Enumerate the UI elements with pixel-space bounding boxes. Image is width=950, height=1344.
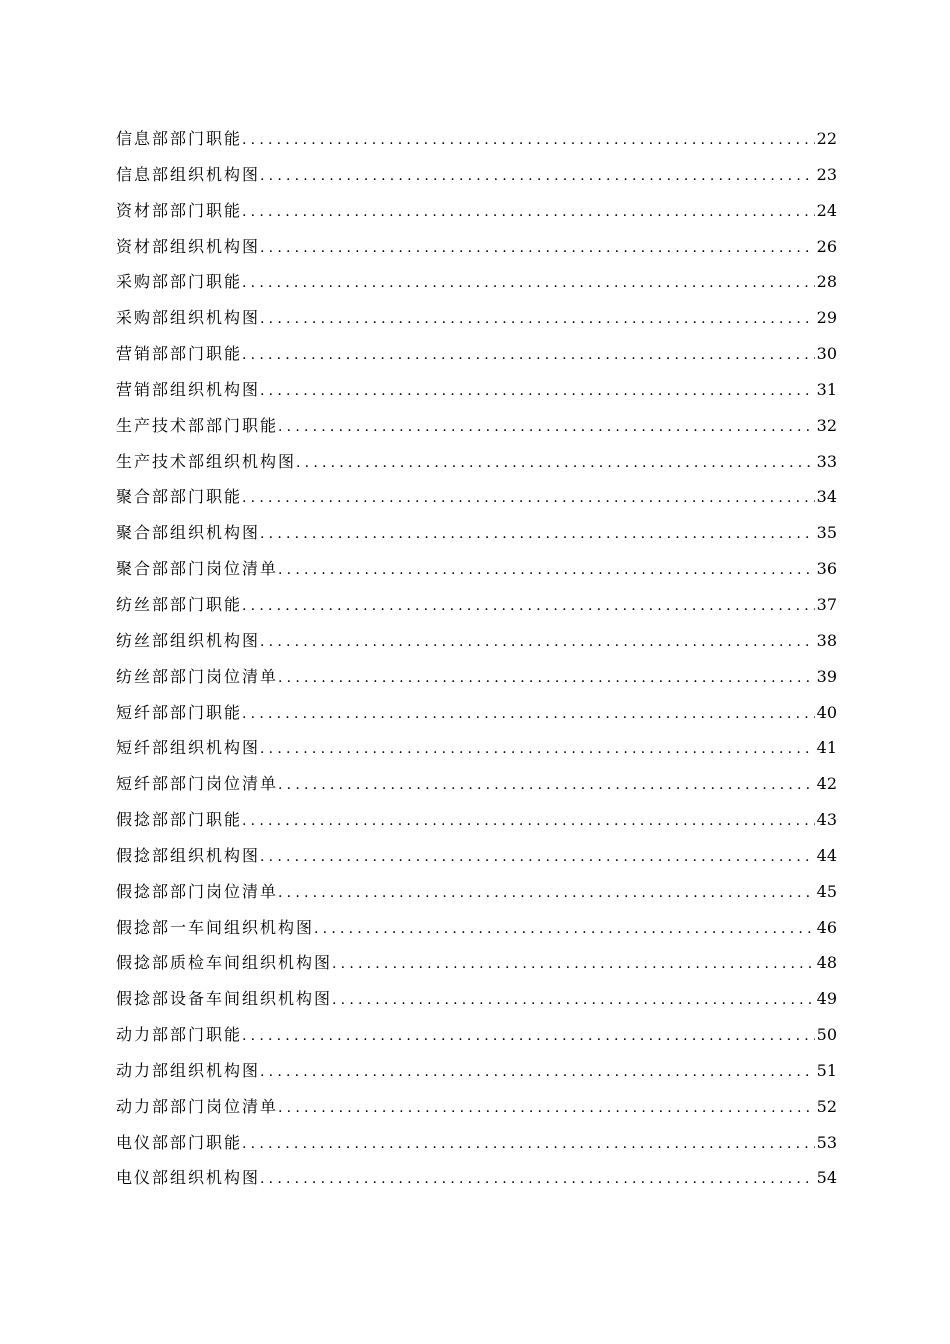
toc-entry-page-number: 41 [816, 738, 837, 758]
toc-entry-page-number: 38 [816, 630, 837, 650]
toc-entry-page-number: 48 [816, 953, 837, 973]
toc-dot-leader [332, 983, 815, 1019]
toc-entry-title: 信息部组织机构图 [116, 164, 261, 184]
toc-entry[interactable] [116, 838, 837, 874]
toc-entry-page-number: 28 [816, 272, 837, 292]
toc-entry[interactable] [116, 874, 837, 910]
toc-entry-title: 假捻部组织机构图 [116, 845, 261, 865]
toc-entry[interactable] [116, 766, 837, 802]
toc-entry-title: 电仪部组织机构图 [116, 1168, 261, 1188]
toc-entry-page-number: 49 [816, 989, 837, 1009]
toc-entry-title: 营销部部门职能 [116, 344, 243, 364]
toc-entry[interactable] [116, 515, 837, 551]
toc-entry[interactable] [116, 623, 837, 659]
toc-dot-leader [242, 195, 815, 231]
toc-dot-leader [260, 840, 815, 876]
toc-entry-page-number: 22 [816, 129, 837, 148]
toc-entry-page-number: 34 [816, 487, 837, 507]
toc-dot-leader [332, 947, 815, 983]
toc-entry[interactable] [116, 802, 837, 838]
toc-dot-leader [260, 517, 815, 553]
toc-entry-page-number: 45 [816, 881, 837, 901]
toc-entry-page-number: 24 [816, 200, 837, 220]
toc-dot-leader [242, 589, 815, 625]
toc-dot-leader [260, 1055, 815, 1091]
toc-entry-title: 信息部部门职能 [116, 129, 243, 148]
toc-entry[interactable] [116, 910, 837, 946]
toc-entry-title: 假捻部一车间组织机构图 [116, 917, 315, 937]
toc-entry-title: 假捻部部门职能 [116, 810, 243, 830]
toc-entry-page-number: 37 [816, 594, 837, 614]
toc-entry[interactable] [116, 659, 837, 695]
toc-entry[interactable] [116, 229, 837, 265]
toc-dot-leader [242, 266, 815, 302]
toc-entry-title: 动力部组织机构图 [116, 1060, 261, 1080]
toc-dot-leader [242, 804, 815, 840]
toc-entry-page-number: 35 [816, 523, 837, 543]
toc-dot-leader [260, 302, 815, 338]
toc-entry-title: 生产技术部组织机构图 [116, 451, 297, 471]
toc-entry-title: 假捻部质检车间组织机构图 [116, 953, 333, 973]
toc-dot-leader [278, 768, 815, 804]
toc-entry[interactable] [116, 695, 837, 731]
toc-entry[interactable] [116, 1089, 837, 1125]
toc-entry[interactable] [116, 1160, 837, 1196]
toc-dot-leader [242, 697, 815, 733]
toc-entry-title: 资材部组织机构图 [116, 236, 261, 256]
toc-entry-page-number: 54 [816, 1168, 837, 1188]
toc-entry-title: 采购部组织机构图 [116, 308, 261, 328]
toc-dot-leader [242, 1019, 815, 1055]
toc-entry[interactable] [116, 336, 837, 372]
toc-entry-page-number: 53 [816, 1132, 837, 1152]
toc-dot-leader [260, 1162, 815, 1198]
toc-entry-title: 营销部组织机构图 [116, 379, 261, 399]
toc-entry-page-number: 23 [816, 164, 837, 184]
toc-entry-page-number: 39 [816, 666, 837, 686]
toc-entry-title: 纺丝部部门岗位清单 [116, 666, 279, 686]
toc-dot-leader [278, 1091, 815, 1127]
toc-entry[interactable] [116, 730, 837, 766]
toc-entry[interactable] [116, 1125, 837, 1161]
toc-entry-page-number: 32 [816, 415, 837, 435]
toc-entry-page-number: 52 [816, 1096, 837, 1116]
toc-entry-page-number: 36 [816, 559, 837, 579]
toc-entry-page-number: 46 [816, 917, 837, 937]
toc-entry[interactable] [116, 479, 837, 515]
toc-entry-title: 短纤部部门职能 [116, 702, 243, 722]
toc-entry-title: 聚合部组织机构图 [116, 523, 261, 543]
toc-entry-title: 纺丝部组织机构图 [116, 630, 261, 650]
toc-entry-title: 生产技术部部门职能 [116, 415, 279, 435]
toc-entry-page-number: 40 [816, 702, 837, 722]
toc-entry-page-number: 31 [816, 379, 837, 399]
toc-dot-leader [260, 374, 815, 410]
toc-dot-leader [278, 661, 815, 697]
toc-entry-page-number: 30 [816, 344, 837, 364]
toc-dot-leader [260, 732, 815, 768]
toc-entry[interactable] [116, 945, 837, 981]
table-of-contents [116, 121, 837, 1196]
toc-entry[interactable] [116, 157, 837, 193]
toc-entry-page-number: 42 [816, 774, 837, 794]
toc-entry[interactable] [116, 264, 837, 300]
toc-entry[interactable] [116, 551, 837, 587]
toc-entry-title: 动力部部门岗位清单 [116, 1096, 279, 1116]
toc-entry-page-number: 44 [816, 845, 837, 865]
toc-dot-leader [278, 553, 815, 589]
toc-dot-leader [242, 481, 815, 517]
toc-dot-leader [296, 446, 815, 482]
toc-entry-page-number: 29 [816, 308, 837, 328]
toc-dot-leader [314, 912, 815, 948]
toc-entry-page-number: 51 [816, 1060, 837, 1080]
toc-dot-leader [242, 123, 815, 159]
toc-entry[interactable] [116, 444, 837, 480]
toc-dot-leader [242, 338, 815, 374]
toc-entry-page-number: 50 [816, 1025, 837, 1045]
toc-entry[interactable] [116, 300, 837, 336]
toc-dot-leader [260, 625, 815, 661]
toc-entry-page-number: 26 [816, 236, 837, 256]
toc-entry-title: 电仪部部门职能 [116, 1132, 243, 1152]
toc-dot-leader [260, 231, 815, 267]
toc-entry-title: 短纤部部门岗位清单 [116, 774, 279, 794]
toc-entry[interactable] [116, 408, 837, 444]
toc-entry-title: 短纤部组织机构图 [116, 738, 261, 758]
toc-entry-title: 聚合部部门岗位清单 [116, 559, 279, 579]
toc-entry[interactable] [116, 193, 837, 229]
toc-entry-title: 纺丝部部门职能 [116, 594, 243, 614]
toc-entry[interactable] [116, 587, 837, 623]
toc-dot-leader [242, 1127, 815, 1163]
toc-entry-title: 采购部部门职能 [116, 272, 243, 292]
toc-entry[interactable] [116, 121, 837, 157]
toc-dot-leader [278, 410, 815, 446]
toc-entry[interactable] [116, 981, 837, 1017]
toc-entry[interactable] [116, 372, 837, 408]
toc-entry-title: 聚合部部门职能 [116, 487, 243, 507]
toc-entry[interactable] [116, 1053, 837, 1089]
toc-dot-leader [278, 876, 815, 912]
toc-entry-page-number: 33 [816, 451, 837, 471]
toc-entry-title: 假捻部部门岗位清单 [116, 881, 279, 901]
toc-dot-leader [260, 159, 815, 195]
toc-entry-page-number: 43 [816, 810, 837, 830]
toc-entry-title: 资材部部门职能 [116, 200, 243, 220]
toc-entry[interactable] [116, 1017, 837, 1053]
toc-entry-title: 假捻部设备车间组织机构图 [116, 989, 333, 1009]
toc-entry-title: 动力部部门职能 [116, 1025, 243, 1045]
